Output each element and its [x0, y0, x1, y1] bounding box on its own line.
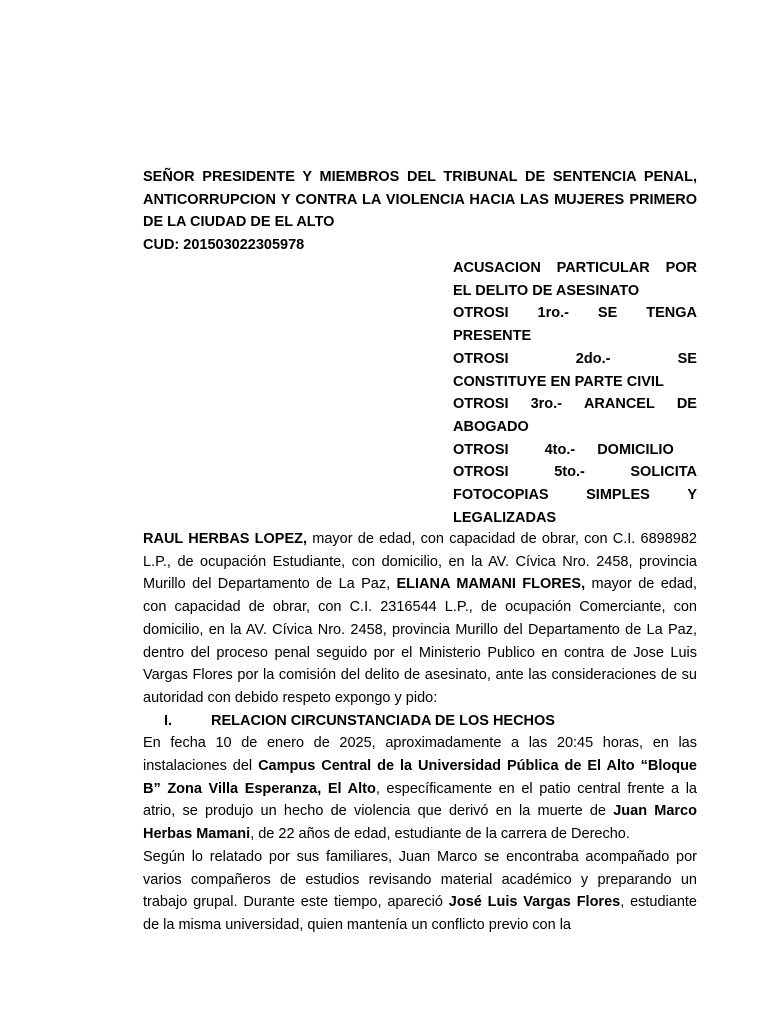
sumilla-line — [453, 484, 697, 507]
facts-paragraph — [143, 846, 697, 937]
intro-text: mayor de edad, con capacidad de obrar, con C.I. 6898982 L.P., de ocupación Estudiante, con domicilio, en la AV. Cívica Nro. 2458, provincia Murillo del Departamento de La Paz, — [143, 531, 697, 593]
document-heading — [143, 166, 697, 257]
sumilla-word: SE — [677, 350, 697, 367]
sumilla-word: FOTOCOPIAS — [453, 487, 549, 504]
intro-text: mayor de edad, con capacidad de obrar, con C.I. 2316544 L.P., de ocupación Comerciante, con domicilio, en la AV. Cívica Nro. 2458, provincia Murillo del Departamento de La Paz, dentro del proceso penal seguido por el Ministerio Publico en contra de Jose Luis Vargas Flores por la comisión del delito de asesinato, ante las consideraciones de su autoridad con debido respeto expongo y pido: — [143, 576, 697, 706]
facts-text: , estudiante de la misma universidad, quien mantenía un conflicto previo con la — [143, 894, 697, 933]
location-name: Campus Central de la Universidad Pública de El Alto “Bloque B” Zona Villa Esperanza, El Alto — [143, 758, 697, 797]
facts-text: , de 22 años de edad, estudiante de la carrera de Derecho. — [250, 826, 630, 843]
facts-text: , específicamente en el patio central frente a la atrio, se produjo un hecho de violencia que derivó en la muerte de — [143, 780, 697, 820]
addressee: SEÑOR PRESIDENTE Y MIEMBROS DEL TRIBUNAL DE SENTENCIA PENAL, ANTICORRUPCION Y CONTRA LA VIOLENCIA HACIA LAS MUJERES PRIMERO DE LA CIUDAD DE EL ALTO — [143, 169, 697, 231]
sumilla-line — [453, 302, 697, 325]
sumilla-word: TENGA — [646, 305, 697, 322]
sumilla-word: PARTICULAR — [556, 260, 650, 276]
section-number: I. — [164, 712, 173, 729]
sumilla-word: SOLICITA — [630, 464, 697, 481]
sumilla-word: SIMPLES — [586, 487, 650, 504]
sumilla-word: 5to.- — [554, 464, 585, 481]
facts-text: En fecha 10 de enero de 2025, aproximadamente a las 20:45 horas, en las instalaciones del — [143, 735, 697, 775]
sumilla-word: OTROSI — [453, 464, 509, 481]
sumilla-line — [453, 348, 697, 371]
sumilla-word: DE — [676, 396, 697, 413]
sumilla-word: 3ro.- — [530, 396, 562, 413]
sumilla-line: EL DELITO DE ASESINATO — [453, 282, 640, 299]
sumilla-word: OTROSI — [453, 305, 509, 322]
document-body — [143, 528, 697, 937]
sumilla-word: SE — [597, 305, 618, 322]
sumilla-line: ABOGADO — [453, 418, 529, 435]
sumilla-word: OTROSI — [453, 441, 509, 458]
sumilla-word: OTROSI — [453, 396, 509, 413]
case-number: CUD: 201503022305978 — [143, 237, 305, 254]
sumilla-line — [453, 461, 697, 484]
sumilla-line — [453, 439, 697, 462]
sumilla-word: Y — [687, 487, 697, 504]
sumilla-line: LEGALIZADAS — [453, 509, 557, 526]
sumilla — [453, 257, 697, 529]
sumilla-word: ACUSACION — [453, 260, 541, 276]
sumilla-line: CONSTITUYE EN PARTE CIVIL — [453, 373, 664, 390]
sumilla-line: PRESENTE — [453, 328, 532, 345]
plaintiff-name: ELIANA MAMANI FLORES, — [396, 576, 586, 593]
facts-paragraph — [143, 732, 697, 846]
facts-text: Según lo relatado por sus familiares, Juan Marco se encontraba acompañado por varios compañeros de estudios revisando material académico y preparando un trabajo grupal. Durante este tiempo, apareció — [143, 848, 697, 911]
sumilla-word: DOMICILIO — [597, 441, 674, 458]
sumilla-line — [453, 257, 697, 280]
victim-name: Juan Marco Herbas Mamani — [143, 803, 697, 843]
sumilla-word: 1ro.- — [537, 305, 569, 322]
sumilla-word: POR — [665, 260, 697, 276]
sumilla-word: ARANCEL — [583, 396, 655, 413]
sumilla-word: OTROSI — [453, 350, 509, 367]
section-heading — [143, 710, 697, 733]
sumilla-word: 2do.- — [575, 350, 611, 367]
section-title: RELACION CIRCUNSTANCIADA DE LOS HECHOS — [211, 712, 555, 729]
sumilla-line — [453, 393, 697, 416]
intro-paragraph — [143, 528, 697, 710]
plaintiff-name: RAUL HERBAS LOPEZ, — [143, 531, 308, 547]
sumilla-word: 4to.- — [544, 441, 576, 458]
accused-name: José Luis Vargas Flores — [448, 894, 621, 911]
